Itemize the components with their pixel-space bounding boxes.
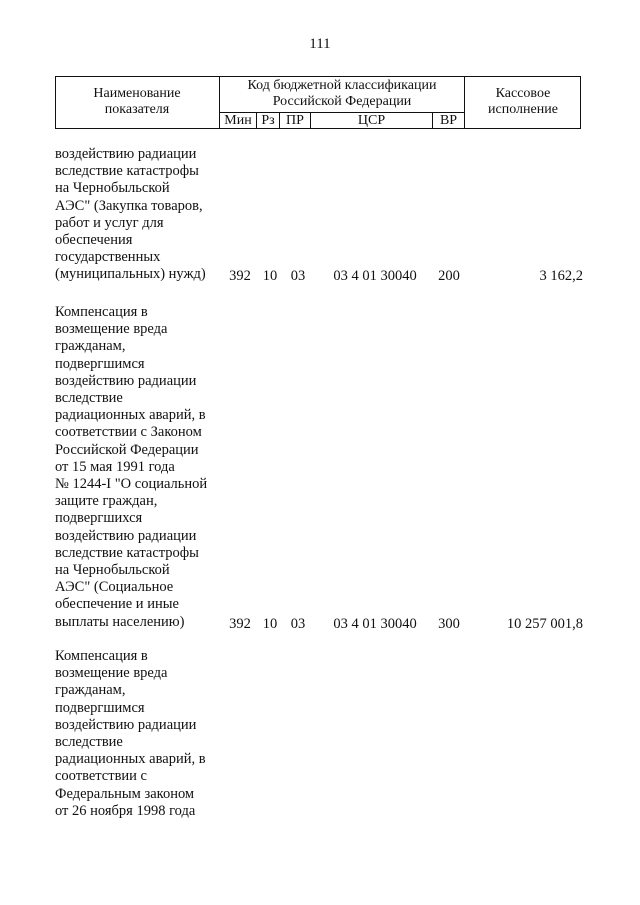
row-cash-amount: 10 257 001,8 (506, 616, 583, 632)
row-vr: 200 (438, 268, 460, 284)
header-cash-column: Кассовое исполнение (488, 86, 558, 117)
row-min: 392 (229, 616, 251, 632)
row-min: 392 (229, 268, 251, 284)
header-top-border (55, 76, 581, 77)
row-csr: 03 4 01 30040 (333, 268, 417, 284)
row-rz: 10 (262, 268, 278, 284)
page-number: 111 (309, 36, 331, 52)
header-name-column: Наименование показателя (93, 86, 181, 117)
row-csr: 03 4 01 30040 (333, 616, 417, 632)
header-col-pr: ПР (286, 113, 304, 128)
header-col-rz: Рз (261, 113, 275, 128)
row-cash-amount: 3 162,2 (539, 268, 583, 284)
header-col-min: Мин (224, 113, 252, 128)
table-header (55, 76, 581, 129)
row-rz: 10 (262, 616, 278, 632)
row-vr: 300 (438, 616, 460, 632)
header-code-group: Код бюджетной классификации Российской Федерации (247, 78, 437, 109)
row-pr: 03 (290, 268, 306, 284)
header-col-csr: ЦСР (357, 113, 386, 128)
row-indicator-name: воздействию радиации вследствие катастрофы на Чернобыльской АЭС" (Закупка товаров, работ и услуг для обеспечения государственных (муниципальных) нужд) (55, 146, 206, 283)
header-col-vr: ВР (439, 113, 458, 128)
row-pr: 03 (290, 616, 306, 632)
row-indicator-name: Компенсация в возмещение вреда гражданам, подвергшимся воздействию радиации вследствие радиационных аварий, в соответствии с Федеральным законом от 26 ноября 1998 года (55, 648, 206, 819)
row-indicator-name: Компенсация в возмещение вреда гражданам, подвергшимся воздействию радиации вследствие радиационных аварий, в соответствии с Законом Российской Федерации от 15 мая 1991 года № 1244-I "О социальной защите граждан, подвергшихся воздействию радиации вследствие катастрофы на Чернобыльской АЭС" (Социальное обеспечение и иные выплаты населению) (55, 304, 208, 630)
